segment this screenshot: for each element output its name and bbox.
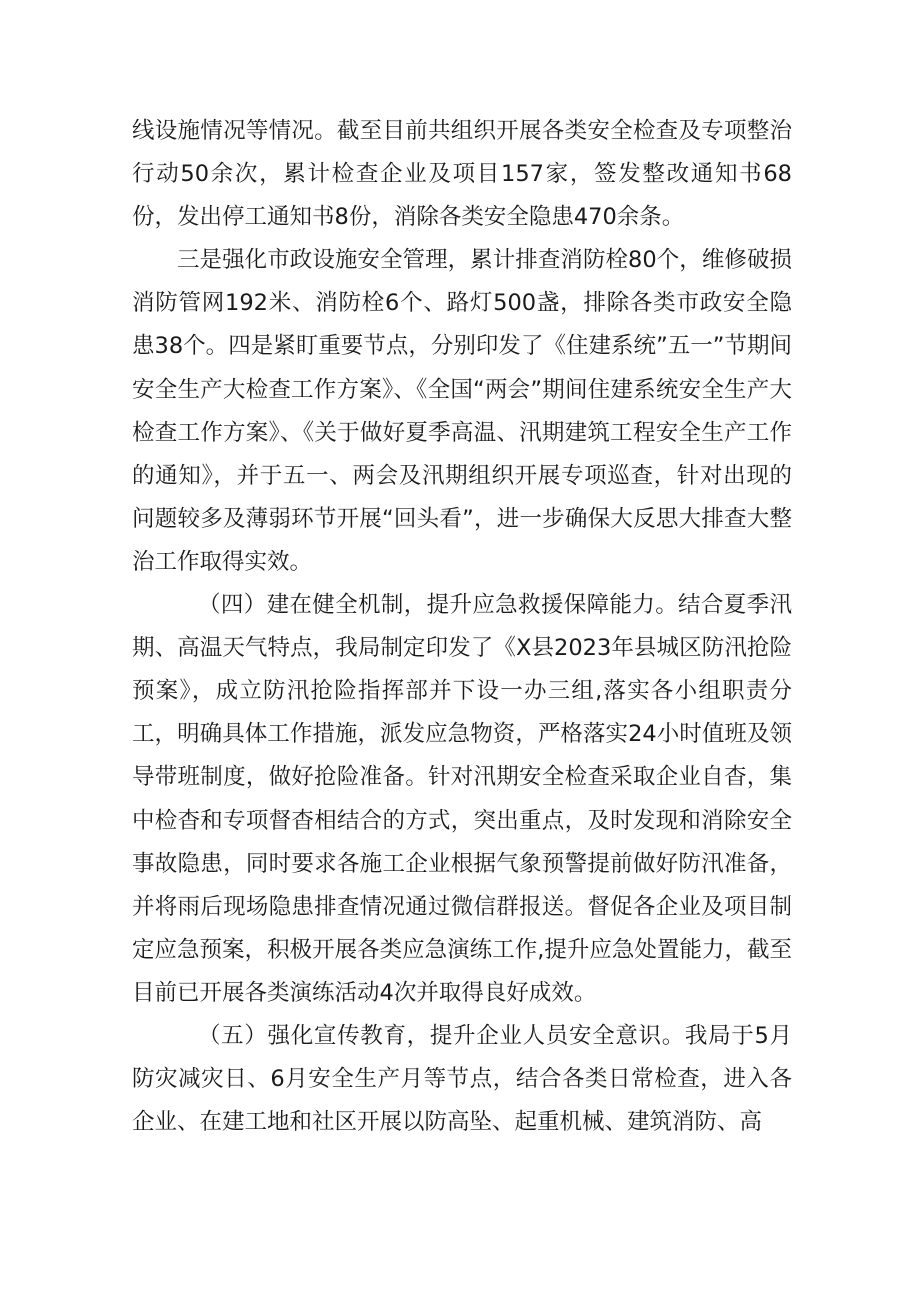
paragraph-safety-education: （五）强化宣传教育，提升企业人员安全意识。我局于5月防灾减灾日、6月安全生产月等节点，结合各类日常检查，进入各企业、在建工地和社区开展以防高坠、起重机械、建筑消防、高 — [132, 1022, 792, 1136]
document-body — [132, 110, 792, 1144]
paragraph-emergency-mechanism: （四）建在健全机制，提升应急救援保障能力。结合夏季汛期、高温天气特点，我局制定印发了《X县2023年县城区防汛抢险预案》，成立防汛抢险指挥部并下设一办三组,落实各小组职责分工，明确具体工作措施，派发应急物资，严格落实24小时值班及领导带班制度，做好抢险准备。针对汛期安全检查采取企业自杳，集中检杳和专项督杳相结合的方式，突出重点，及时发现和消除安全事故隐患，同时要求各施工企业根据气象预警提前做好防汛准备，并将雨后现场隐患排查情况通过微信群报送。督促各企业及项目制定应急预案，积极开展各类应急演练工作,提升应急处置能力，截至目前已开展各类演练活动4次并取得良好成效。 — [132, 592, 792, 1006]
paragraph-inspection-summary: 线设施情况等情况。截至目前共组织开展各类安全检查及专项整治行动50余次，累计检查企业及项目157家，签发整改通知书68份，发出停工通知书8份，消除各类安全隐患470余条。 — [132, 118, 792, 231]
paragraph-municipal-facilities: 三是强化市政设施安全管理，累计排查消防栓80个，维修破损消防管网192米、消防栓6个、路灯500盏，排除各类市政安全隐患38个。四是紧盯重要节点，分别印发了《住建系统”五一”节期间安全生产大检查工作方案》、《全国“两会”期间住建系统安全生产大检查工作方案》、《关于做好夏季高温、汛期建筑工程安全生产工作的通知》，并于五一、两会及汛期组织开展专项巡查，针对出现的问题较多及薄弱环节开展“回头看”，进一步确保大反思大排查大整治工作取得实效。 — [132, 247, 792, 575]
